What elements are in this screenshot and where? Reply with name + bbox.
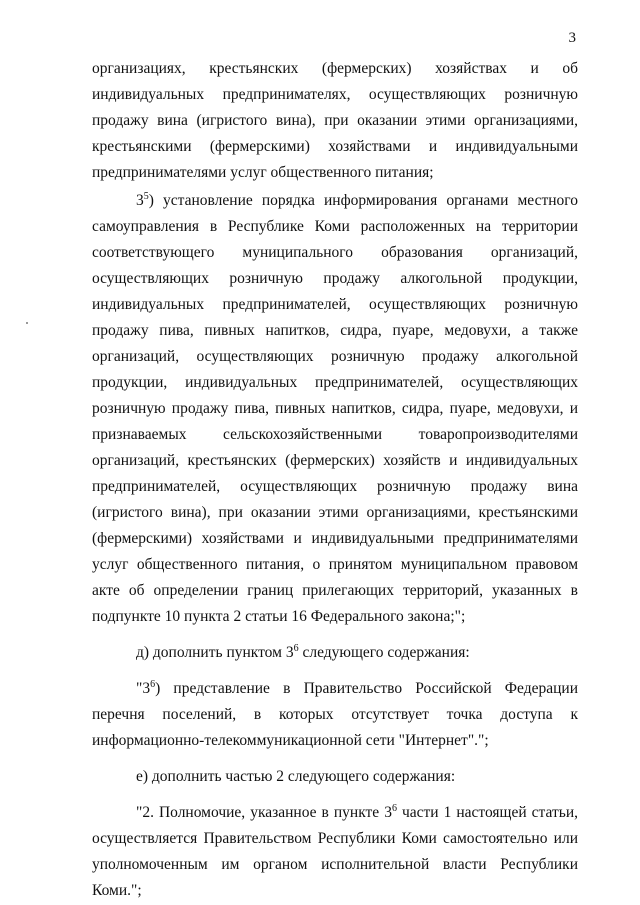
paragraph-continuation: организациях, крестьянских (фермерских) хозяйствах и об индивидуальных предпринимателях, осуществляющих розничную продажу вина (игристого вина), при оказании этими организациями, крестьянскими (фермерскими) хозяйствами и индивидуальными предпринимателями услуг общественного питания;	[92, 60, 578, 181]
amendment-d-before: д) дополнить пунктом 3	[136, 644, 294, 661]
paragraph-item-3-6	[92, 676, 578, 754]
item-3-6-after: ) представление в Правительство Российской Федерации перечня поселений, в которых отсутствует точка доступа к информационно-телекоммуникационной сети "Интернет".";	[92, 680, 578, 749]
item-3-6-superscript: 6	[150, 679, 156, 690]
item-3-6-before: "3	[136, 680, 151, 697]
paragraph-part-2	[92, 800, 578, 904]
paragraph-amendment-d	[92, 640, 578, 666]
document-body	[92, 56, 578, 904]
paragraph-amendment-e: е) дополнить частью 2 следующего содержания:	[136, 768, 456, 785]
amendment-d-after: следующего содержания:	[298, 644, 470, 661]
item-text: ) установление порядка информирования органами местного самоуправления в Республике Коми расположенных на территории соответствующего муниципального образования организаций, осуществляющих розничную продажу алкогольной продукции, индивидуальных предпринимателей, осуществляющих розничную продажу пива, пивных напитков, сидра, пуаре, медовухи, а также организаций, осуществляющих розничную продажу алкогольной продукции, индивидуальных предпринимателей, осуществляющих розничную продажу пива, пивных напитков, сидра, пуаре, медовухи, и признаваемых сельскохозяйственными товаропроизводителями организаций, крестьянских (фермерских) хозяйств и индивидуальных предпринимателей, осуществляющих розничную продажу вина (игристого вина), при оказании этими организациями, крестьянскими (фермерскими) хозяйствами и индивидуальными предпринимателями услуг общественного питания, о принятом муниципальном правовом акте об определении границ прилегающих территорий, указанных в подпункте 10 пункта 2 статьи 16 Федерального закона;";	[92, 192, 578, 625]
part-2-after: части 1 настоящей статьи, осуществляется Правительством Республики Коми самостоятельно или уполномоченным им органом исполнительной власти Республики Коми.";	[92, 804, 579, 899]
page-number: 3	[568, 30, 576, 46]
item-number: 3	[136, 192, 144, 209]
paragraph-item-3-5	[92, 188, 578, 630]
item-superscript: 5	[143, 191, 149, 202]
part-2-superscript: 6	[391, 803, 397, 814]
amendment-d-superscript: 6	[293, 643, 299, 654]
margin-mark	[26, 322, 28, 324]
part-2-before: "2. Полномочие, указанное в пункте 3	[136, 804, 392, 821]
